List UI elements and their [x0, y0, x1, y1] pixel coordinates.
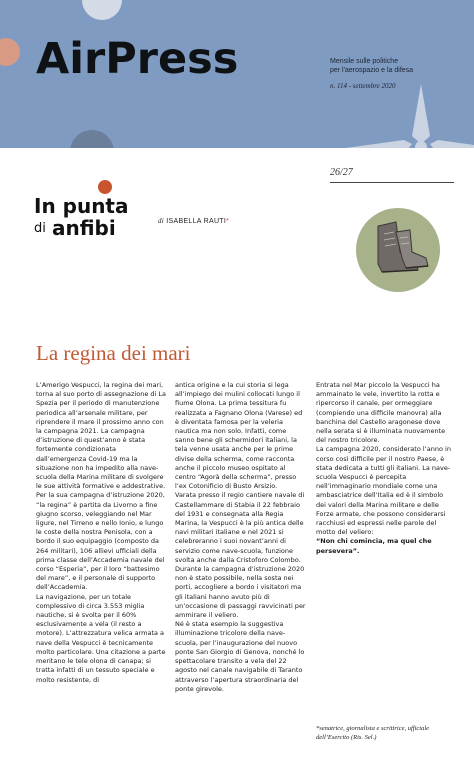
column-logo-dot — [98, 180, 112, 194]
masthead-subtitle: Mensile sulle politiche per l'aerospazio e la difesa — [330, 58, 414, 74]
airpress-logo: AirPress — [36, 34, 239, 84]
issue-info: n. 114 - settembre 2020 — [330, 82, 396, 90]
column-title-di: di — [34, 221, 46, 236]
decorative-circle — [82, 0, 122, 20]
decorative-circle — [0, 38, 20, 66]
author-footnote: *senatrice, giornalista e scrittrice, ufficiale dell’Esercito (Ris. Sel.) — [316, 725, 430, 741]
boots-illustration — [356, 208, 440, 292]
motto: “Non chi comincia, ma quel che persevera”. — [316, 537, 432, 555]
masthead — [0, 0, 474, 148]
column-title-line2: anfibi — [52, 216, 116, 240]
page-number: 26/27 — [330, 167, 353, 178]
page-number-rule — [330, 182, 454, 183]
column-title-line1: In punta — [34, 194, 129, 218]
byline: di ISABELLA RAUTI* — [158, 217, 230, 225]
decorative-circle — [70, 130, 114, 148]
article-column-2: antica origine e la cui storia si lega all’impiego dei mulini collocati lungo il fiume Olona. La prima tessitura fu realizzata a Fagnano Olona (Varese) ed è diventata famosa per la veleria nautica ma non solo. Infatti, come sanno bene gli schermidori italiani, la tela venne usata anche per le prime divise della scherma, come racconta anche il piccolo museo ospitato al centro “Agorà della scherma”, presso l’ex Cotonificio di Busto Arsizio. Varata presso il regio cantiere navale di Castellammare di Stabia il 22 febbraio del 1931 e consegnata alla Regia Marina, la Vespucci è la più antica delle navi militari italiane e nel 2021 si celebreranno i suoi novant’anni di servizio come nave-scuola, funzione svolta anche dalla Cristoforo Colombo. Durante la campagna d’istruzione 2020 non è stato possibile, nella sosta nei porti, accogliere a bordo i visitatori ma gli italiani hanno avuto più di un’occasione di passaggi ravvicinati per ammirare il veliero. Né è stata esempio la suggestiva illuminazione tricolore della nave-scuola, per l’inaugurazione del nuovo ponte San Giorgio di Genova, nonché lo spettacolare transito a vela del 22 agosto nel canale navigabile di Taranto attraverso l’apertura straordinaria del ponte girevole. — [175, 381, 306, 693]
article-column-3: Entrata nel Mar piccolo la Vespucci ha ammainato le vele, invertito la rotta e ripercorso il canale, per ormeggiare (compiendo una difficile manovra) alla banchina del Castello aragonese dove nella serata si è illuminata nuovamente del nostro tricolore. La campagna 2020, considerato l’anno in corso così difficile per il nostro Paese, è stata dedicata a tutti gli italiani. La nave-scuola Vespucci è percepita nell’immaginario mondiale come una ambasciatrice dell’Italia ed è il simbolo dei valori della Marina militare e delle Forze armate, che possono considerarsi racchiusi ed espressi nelle parole del motto del veliero: “Non chi comincia, ma quel che persevera”. — [316, 381, 451, 555]
article-column-1: L’Amerigo Vespucci, la regina dei mari, torna al suo porto di assegnazione di La Spezia per il periodo di manutenzione periodica all’arsenale militare, per riprendere il mare il prossimo anno con la campagna 2021. La campagna d’istruzione di quest’anno è stata fortemente condizionata dall’emergenza Covid-19 ma la situazione non ha impedito alla nave-scuola della Marina militare di svolgere le sue attività formative e addestrative. Per la sua campagna d’istruzione 2020, “la regina” è partita da Livorno a fine giugno scorso, veleggiando nel Mar ligure, nel Tirreno e nello Ionio, e lungo le coste della nostra Penisola, con a bordo il suo equipaggio (composto da 264 militari), 106 allievi ufficiali della prima classe dell’Accademia navale del corso “Esperia”, per il loro “battesimo del mare”, e il personale di supporto dell’Accademia. La navigazione, per un totale complessivo di circa 3.553 miglia nautiche, si è svolta per il 60% esclusivamente a vela (il resto a motore). L’attrezzatura velica armata a nave della Vespucci è tecnicamente molto particolare. Una citazione a parte meritano le tele olona di canapa; si tratta infatti di un tessuto speciale e molto resistente, di — [36, 381, 166, 684]
compass-star-icon — [346, 84, 474, 148]
author-name: ISABELLA RAUTI — [166, 218, 227, 225]
article-title: La regina dei mari — [36, 341, 191, 365]
